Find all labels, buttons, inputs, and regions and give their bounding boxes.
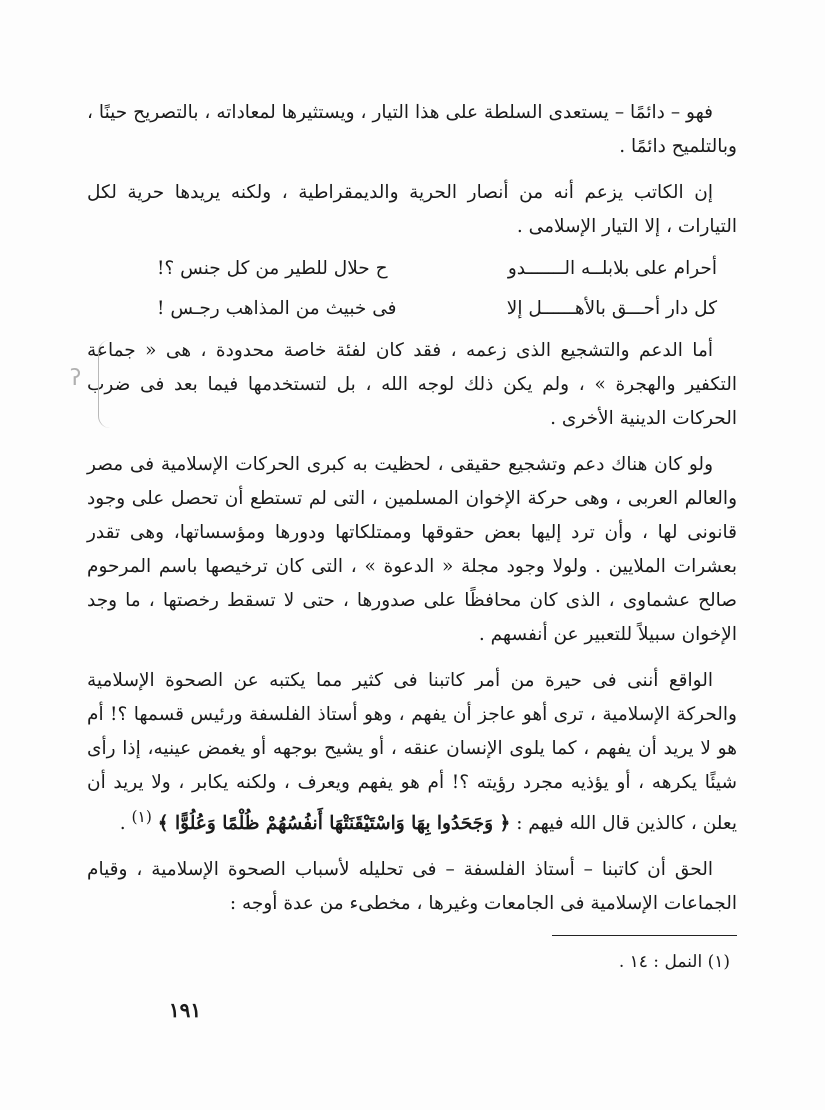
margin-pencil-mark-icon: ʔ [70, 366, 82, 391]
quran-verse: ﴿ وَجَحَدُوا بِهَا وَاسْتَيْقَنَتْهَا أَنفُسُهُمْ ظُلْمًا وَعُلُوًّا ﴾ [157, 813, 511, 835]
verse-line [87, 252, 737, 286]
footnote: (١) النمل : ١٤ . [618, 952, 730, 972]
top-text [87, 96, 737, 256]
paragraph: أما الدعم والتشجيع الذى زعمه ، فقد كان لفئة خاصة محدودة ، هى « جماعة التكفير والهجرة » ، ولم يكن ذلك لوجه الله ، بل لتستخدمها فيما بعد فى ضرب الحركات الدينية الأخرى . [87, 340, 737, 429]
page-number: ١٩١ [168, 998, 202, 1022]
verse-line [87, 292, 737, 326]
footnote-reference: (١) [131, 808, 152, 826]
paragraph-text: الواقع أننى فى حيرة من أمر كاتبنا فى كثير مما يكتبه عن الصحوة الإسلامية والحركة الإسلامية ، ترى أهو عاجز أن يفهم ، وهو أستاذ الفلسفة ورئيس قسمها ؟! أم هو لا يريد أن يفهم ، كما يلوى الإنسان عنقه ، أو يشيح بوجهه أو يغمض عينيه، إذا رأى شيئًا يكرهه ، أو يؤذيه مجرد رؤيته ؟! أم هو يفهم ويعرف ، ولكنه يكابر ، ولا يريد أن يعلن ، كالذين قال الله فيهم : [87, 670, 737, 835]
verse-first-hemistich: كل دار أحـــق بالأهــــــل إلا [506, 298, 717, 319]
margin-bracket-mark [98, 340, 115, 428]
verse-second-hemistich: فى خبيث من المذاهب رجـس ! [157, 298, 397, 319]
paragraph: ولو كان هناك دعم وتشجيع حقيقى ، لحظيت به كبرى الحركات الإسلامية فى مصر والعالم العربى ، وهى حركة الإخوان المسلمين ، التى لم تستطع أن تحصل على وجود قانونى لها ، وأن ترد إليها بعض حقوقها وممتلكاتها ودورها ومؤسساتها، وهى تقدر بعشرات الملايين . ولولا وجود مجلة « الدعوة » ، التى كان ترخيصها باسم المرحوم صالح عشماوى ، الذى كان محافظًا على صدورها ، حتى لا تسقط رخصتها ، ما وجد الإخوان سبيلاً للتعبير عن أنفسهم . [87, 454, 737, 645]
paragraph: فهو – دائمًا – يستعدى السلطة على هذا التيار ، ويستثيرها لمعاداته ، بالتصريح حينًا ، وبالتلميح دائمًا . [87, 102, 737, 157]
paragraph: الحق أن كاتبنا – أستاذ الفلسفة – فى تحليله لأسباب الصحوة الإسلامية ، وقيام الجماعات الإسلامية فى الجامعات وغيرها ، مخطىء من عدة أوجه : [87, 859, 737, 915]
poetry-verses [87, 252, 737, 332]
footnote-divider [552, 935, 737, 936]
body-text [87, 334, 737, 933]
paragraph-with-quran [87, 664, 737, 841]
verse-second-hemistich: ح حلال للطير من كل جنس ؟! [157, 258, 388, 279]
verse-first-hemistich: أحرام على بلابلــه الـــــــدو [507, 258, 717, 279]
paragraph: إن الكاتب يزعم أنه من أنصار الحرية والديمقراطية ، ولكنه يريدها حرية لكل التيارات ، إلا التيار الإسلامى . [87, 182, 737, 237]
paragraph-end: . [119, 813, 132, 835]
